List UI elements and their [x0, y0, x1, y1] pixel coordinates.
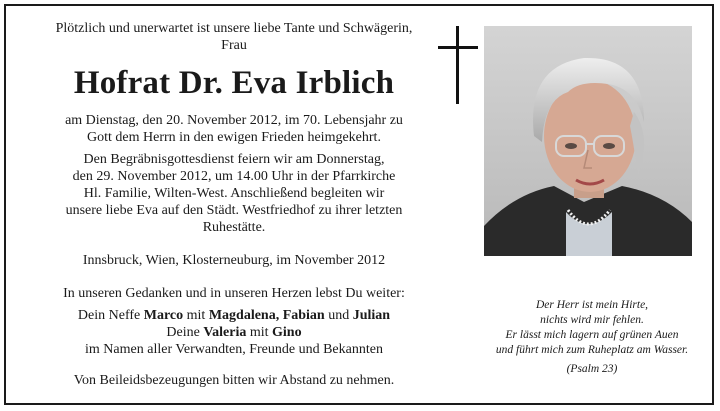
thoughts-line: In unseren Gedanken und in unseren Herzen lebst Du weiter:	[63, 286, 405, 301]
portrait-photo	[484, 26, 692, 256]
family-line-3: im Namen aller Verwandten, Freunde und Bekannten	[85, 342, 383, 357]
death-line-1: am Dienstag, den 20. November 2012, im 70. Lebensjahr zu	[65, 113, 403, 128]
family-line-1	[20, 307, 448, 324]
family-mit-1: mit	[183, 308, 209, 323]
family-name-magdalena: Magdalena, Fabian	[208, 308, 325, 323]
psalm-line-4: und führt mich zum Ruheplatz am Wasser.	[495, 344, 689, 356]
intro-line-1: Plötzlich und unerwartet ist unsere liebe Tante und Schwägerin,	[55, 21, 413, 36]
funeral-line-5: Ruhestätte.	[202, 220, 266, 235]
family-line-1-prefix: Dein Neffe	[77, 308, 144, 323]
family-und: und	[324, 308, 353, 323]
intro-line-2: Frau	[221, 38, 247, 53]
psalm-reference: (Psalm 23)	[566, 363, 618, 375]
place-date: Innsbruck, Wien, Klosterneuburg, im November 2012	[82, 253, 386, 268]
family-mit-2: mit	[246, 325, 273, 340]
obituary-notice	[4, 4, 714, 405]
family-name-julian: Julian	[352, 308, 391, 323]
funeral-line-1: Den Begräbnisgottesdienst feiern wir am Donnerstag,	[83, 152, 385, 167]
family-line-2	[20, 324, 448, 341]
cross-icon	[438, 26, 478, 106]
family-line-2-prefix: Deine	[166, 325, 204, 340]
psalm-line-1: Der Herr ist mein Hirte,	[535, 299, 649, 311]
family-name-valeria: Valeria	[203, 325, 247, 340]
psalm-line-3: Er lässt mich lagern auf grünen Auen	[505, 329, 679, 341]
family-name-marco: Marco	[143, 308, 184, 323]
psalm-line-2: nichts wird mir fehlen.	[540, 314, 644, 326]
condolences-line: Von Beileidsbezeugungen bitten wir Abstand zu nehmen.	[73, 373, 395, 388]
funeral-line-4: unsere liebe Eva auf den Städt. Westfriedhof zu ihrer letzten	[65, 203, 403, 218]
notice-text-column	[20, 20, 448, 389]
death-line-2: Gott dem Herrn in den ewigen Frieden heimgekehrt.	[87, 130, 381, 145]
funeral-line-3: Hl. Familie, Wilten-West. Anschließend begleiten wir	[83, 186, 385, 201]
psalm-quote	[476, 298, 708, 377]
deceased-name: Hofrat Dr. Eva Irblich	[73, 65, 395, 101]
funeral-line-2: den 29. November 2012, um 14.00 Uhr in der Pfarrkirche	[72, 169, 396, 184]
family-name-gino: Gino	[272, 325, 302, 340]
